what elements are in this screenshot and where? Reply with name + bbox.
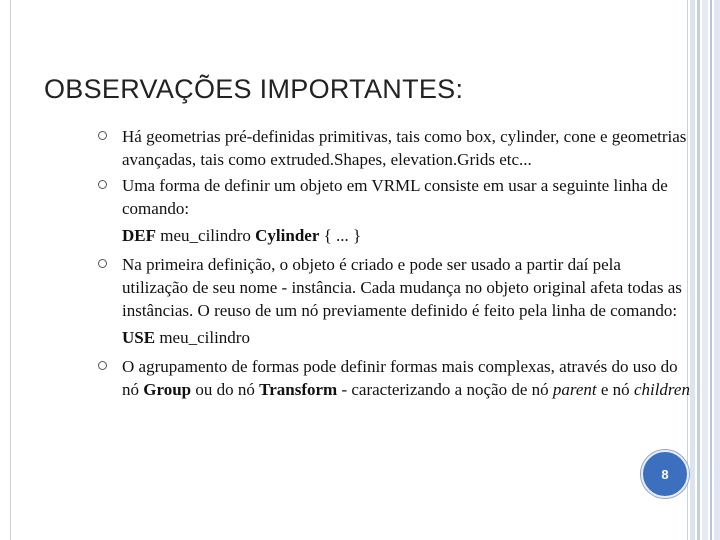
- bullet-icon: [98, 180, 107, 189]
- bullet-item-def: [98, 174, 690, 220]
- keyword-cylinder: Cylinder: [255, 226, 320, 245]
- bullet-text-part: O agrupamento de formas pode definir formas mais complexas, através do uso do nó: [122, 357, 678, 399]
- page-number-badge: 8: [641, 450, 689, 498]
- bullet-text-part: ou do nó: [191, 380, 260, 399]
- bullet-item-geometries: [98, 125, 690, 171]
- bullet-icon: [98, 131, 107, 140]
- code-line-use: [98, 326, 690, 349]
- keyword-use: USE: [122, 328, 156, 347]
- code-braces: { ... }: [319, 226, 362, 245]
- code-line-def: [98, 224, 690, 247]
- bullet-text-part: e nó: [596, 380, 634, 399]
- keyword-transform: Transform: [259, 380, 338, 399]
- bullet-icon: [98, 259, 107, 268]
- term-children: children: [633, 380, 690, 399]
- bullet-text: Uma forma de definir um objeto em VRML consiste em usar a seguinte linha de comando:: [122, 176, 668, 218]
- bullet-text: Há geometrias pré-definidas primitivas, tais como box, cylinder, cone e geometrias avançadas, tais como extruded.Shapes, elevation.Grids etc...: [122, 127, 687, 169]
- keyword-def: DEF: [122, 226, 156, 245]
- term-parent: parent: [552, 380, 597, 399]
- bullet-item-reuse: [98, 253, 690, 322]
- code-identifier: meu_cilindro: [156, 226, 256, 245]
- bullet-text: Na primeira definição, o objeto é criado e pode ser usado a partir daí pela utilização de seu nome - instância. Cada mudança no objeto original afeta todas as instâncias. O reuso de um nó previamente definido é feito pela linha de comando:: [122, 255, 682, 320]
- decorative-stripes: [690, 0, 720, 540]
- bullet-text-part: - caracterizando a noção de nó: [337, 380, 553, 399]
- bullet-list: [98, 125, 690, 404]
- bullet-icon: [98, 361, 107, 370]
- keyword-group: Group: [143, 380, 192, 399]
- slide-title: OBSERVAÇÕES IMPORTANTES:: [44, 74, 464, 104]
- bullet-item-grouping: [98, 355, 690, 401]
- code-identifier: meu_cilindro: [155, 328, 250, 347]
